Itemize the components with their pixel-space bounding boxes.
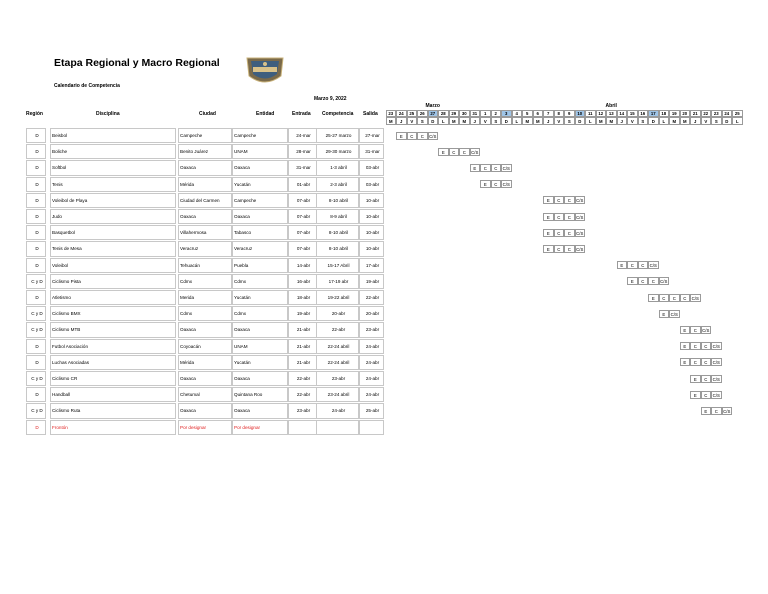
schedule-mark: C [680, 294, 691, 302]
row-disciplina: Futbol Asociación [52, 343, 89, 349]
day-number: 29 [451, 111, 457, 116]
row-salida: 22-abr [365, 295, 380, 300]
row-competencia: 22-abr [331, 327, 346, 333]
day-letter: M [535, 118, 540, 124]
row-entidad: Yucatán [234, 295, 251, 300]
row-disciplina: Atletismo [52, 295, 71, 300]
day-number: 8 [557, 111, 560, 116]
schedule-mark: E [543, 229, 554, 237]
schedule-mark: C/S [429, 133, 437, 139]
row-entidad: Yucatán [234, 359, 251, 365]
row-ciudad: Cdmx [180, 278, 192, 284]
day-letter: L [441, 118, 445, 124]
row-region: D [35, 246, 39, 252]
schedule-mark: C [638, 277, 649, 285]
row-entrada: 14-abr [296, 262, 311, 268]
day-number: 4 [515, 111, 518, 116]
schedule-mark: C [564, 213, 575, 221]
row-region: D [35, 165, 39, 171]
day-letter: V [557, 118, 561, 124]
row-disciplina: Softbol [52, 165, 67, 171]
row-salida: 23-abr [365, 327, 380, 333]
schedule-mark: E [543, 245, 554, 253]
month-label-abril: Abril [605, 103, 617, 109]
schedule-mark: E [617, 261, 628, 269]
row-entrada: 21-abr [296, 343, 311, 349]
schedule-mark: C [648, 277, 659, 285]
row-disciplina: Ciclismo CR [52, 376, 78, 381]
day-letter: S [641, 118, 645, 124]
day-number: 12 [598, 111, 604, 116]
row-ciudad: Por designar [180, 424, 207, 430]
row-entidad: UNAM [234, 149, 248, 155]
row-salida: 24-abr [365, 376, 380, 381]
day-letter: V [704, 118, 708, 124]
day-letter: M [451, 118, 456, 124]
row-competencia: 23-24 abril [327, 392, 350, 398]
row-entidad: Quintana Roo [234, 392, 263, 398]
day-number: 22 [703, 111, 709, 116]
schedule-mark: C/S [723, 408, 731, 414]
day-number: 24 [724, 111, 730, 116]
day-number: 28 [440, 111, 446, 116]
day-number: 10 [577, 111, 583, 116]
schedule-mark: C/S [712, 344, 720, 350]
day-number: 16 [640, 111, 646, 116]
column-header-region: Región [26, 111, 43, 117]
row-ciudad: Oaxaca [180, 408, 196, 414]
row-entidad: Veracruz [234, 246, 253, 252]
day-letter: L [662, 118, 666, 124]
row-competencia: 8-10 abril [328, 246, 349, 252]
schedule-mark: C [711, 407, 722, 415]
schedule-mark: C [701, 342, 712, 350]
row-disciplina: Ciclismo BMX [52, 311, 81, 317]
schedule-mark: C [564, 245, 575, 253]
day-number: 9 [568, 111, 571, 116]
row-entrada: 07-abr [296, 214, 311, 219]
schedule-mark: E [680, 358, 691, 366]
day-letter: L [735, 118, 739, 124]
row-entrada: 21-abr [296, 327, 311, 333]
schedule-mark: C/S [576, 214, 584, 220]
day-number: 30 [461, 111, 467, 116]
schedule-mark: C [564, 196, 575, 204]
row-disciplina: Luchas Asociadas [52, 359, 90, 365]
day-number: 21 [692, 111, 698, 116]
row-region: C y D [31, 311, 43, 317]
row-ciudad: Coyoacán [180, 343, 201, 349]
row-entidad: Cdmx [234, 278, 246, 284]
row-entrada: 19-abr [296, 311, 311, 317]
row-competencia: 8-9 abril [330, 214, 347, 219]
day-letter: V [410, 118, 414, 124]
row-entidad: Oaxaca [234, 165, 250, 171]
row-competencia: 25-27 marzo [325, 133, 352, 138]
day-letter: M [388, 118, 393, 124]
row-ciudad: Tehuacán [180, 262, 200, 268]
row-salida: 27-mar [365, 133, 380, 138]
day-letter: S [420, 118, 424, 124]
day-letter: J [547, 118, 550, 124]
day-number: 15 [629, 111, 635, 116]
row-entidad: Cdmx [234, 311, 246, 317]
row-entrada: 28-mar [296, 149, 311, 155]
day-number: 31 [472, 111, 478, 116]
row-disciplina: Beisbol [52, 133, 68, 138]
row-disciplina: Tenis de Mesa [52, 246, 82, 252]
row-entrada: 22-abr [296, 392, 311, 398]
day-number: 19 [671, 111, 677, 116]
row-entidad: Por designar [234, 424, 261, 430]
row-competencia: 20-abr [331, 311, 346, 317]
day-letter: M [598, 118, 603, 124]
schedule-mark: C [690, 358, 701, 366]
column-header-entrada: Entrada [292, 111, 311, 117]
row-disciplina: Ciclismo MTB [52, 327, 81, 333]
row-disciplina: Tenis [52, 181, 63, 187]
day-number: 6 [536, 111, 539, 116]
row-competencia: 8-10 abril [328, 197, 349, 203]
row-disciplina: Judo [52, 214, 62, 219]
row-region: D [35, 262, 39, 268]
row-salida: 24-abr [365, 359, 380, 365]
day-number: 17 [650, 111, 656, 116]
schedule-mark: C [554, 229, 565, 237]
row-ciudad: Cdmx [180, 311, 192, 317]
row-ciudad: Oaxaca [180, 327, 196, 333]
schedule-mark: C/S [471, 149, 479, 155]
schedule-mark: E [396, 132, 407, 140]
day-letter: M [682, 118, 687, 124]
row-disciplina: Boliche [52, 149, 68, 155]
day-letter: V [483, 118, 487, 124]
day-number: 24 [398, 111, 404, 116]
schedule-mark: C [701, 375, 712, 383]
schedule-mark: E [680, 342, 691, 350]
day-number: 25 [409, 111, 415, 116]
row-region: D [35, 392, 39, 398]
schedule-mark: C [564, 229, 575, 237]
row-disciplina: Voleibol [52, 262, 69, 268]
row-salida: 20-abr [365, 311, 380, 317]
schedule-mark: C [701, 391, 712, 399]
row-region: D [35, 214, 39, 219]
row-entidad: Campeche [234, 197, 257, 203]
table-cell [316, 420, 359, 435]
schedule-mark: C/S [660, 279, 668, 285]
row-entrada: 16-abr [296, 278, 311, 284]
schedule-mark: E [659, 310, 670, 318]
schedule-mark: E [627, 277, 638, 285]
row-entrada: 31-mar [296, 165, 311, 171]
schedule-mark: C [491, 164, 502, 172]
row-salida: 10-abr [365, 230, 380, 236]
row-ciudad: Chetumal [180, 392, 200, 398]
row-ciudad: Mérida [180, 359, 195, 365]
day-letter: D [578, 118, 582, 124]
schedule-mark: C/S [576, 230, 584, 236]
schedule-mark: C/S [712, 376, 720, 382]
row-disciplina: Voleibol de Playa [52, 197, 88, 203]
schedule-mark: C [638, 261, 649, 269]
schedule-mark: C [417, 132, 428, 140]
row-ciudad: Oaxaca [180, 214, 196, 219]
row-competencia: 24-abr [331, 408, 346, 414]
row-competencia: 15-17 Abril [327, 262, 350, 268]
schedule-mark: C [449, 148, 460, 156]
row-entidad: Campeche [234, 133, 257, 138]
row-competencia: 23-abr [331, 376, 346, 381]
column-header-ciudad: Ciudad [199, 111, 216, 117]
row-region: D [35, 230, 39, 236]
row-competencia: 17-19 abr [328, 278, 349, 284]
row-salida: 03-abr [365, 181, 380, 187]
day-number: 2 [494, 111, 497, 116]
row-salida: 24-abr [365, 392, 380, 398]
schedule-mark: C/S [576, 246, 584, 252]
schedule-mark: C/S [691, 295, 699, 301]
row-region: D [35, 359, 39, 365]
schedule-mark: E [543, 213, 554, 221]
row-ciudad: Oaxaca [180, 376, 196, 381]
day-letter: J [400, 118, 403, 124]
row-entrada: 01-abr [296, 181, 311, 187]
schedule-mark: E [701, 407, 712, 415]
schedule-mark: C [407, 132, 418, 140]
row-competencia: 22-24 abril [327, 359, 350, 365]
row-salida: 10-abr [365, 197, 380, 203]
schedule-mark: E [438, 148, 449, 156]
schedule-mark: C [554, 245, 565, 253]
schedule-mark: C/S [712, 392, 720, 398]
row-competencia: 19-22 abril [327, 295, 350, 300]
day-letter: J [620, 118, 623, 124]
schedule-mark: C [669, 294, 680, 302]
row-competencia: 2-3 abril [330, 181, 347, 187]
row-region: C y D [31, 376, 43, 381]
day-letter: S [567, 118, 571, 124]
schedule-mark: C/S [576, 198, 584, 204]
table-cell [359, 420, 384, 435]
day-letter: M [525, 118, 530, 124]
schedule-mark: E [543, 196, 554, 204]
column-header-competencia: Competencia [322, 111, 354, 117]
schedule-mark: C/S [702, 327, 710, 333]
schedule-mark: C [690, 326, 701, 334]
day-number: 23 [388, 111, 394, 116]
day-letter: D [431, 118, 435, 124]
row-entidad: UNAM [234, 343, 248, 349]
schedule-mark: C [480, 164, 491, 172]
schedule-mark: E [470, 164, 481, 172]
row-salida: 31-mar [365, 149, 380, 155]
row-disciplina: Ciclismo Ruta [52, 408, 81, 414]
row-ciudad: Veracruz [180, 246, 199, 252]
day-number: 27 [430, 111, 436, 116]
day-number: 20 [682, 111, 688, 116]
schedule-mark: C [554, 196, 565, 204]
row-competencia: 29-30 marzo [325, 149, 352, 155]
schedule-mark: C [690, 342, 701, 350]
row-ciudad: Ciudad del Carmen [180, 197, 220, 203]
row-entrada: 18-abr [296, 295, 311, 300]
row-entidad: Oaxaca [234, 214, 250, 219]
day-number: 7 [547, 111, 550, 116]
day-letter: S [494, 118, 498, 124]
schedule-mark: E [648, 294, 659, 302]
row-ciudad: Benito Juárez [180, 149, 209, 155]
day-letter: J [473, 118, 476, 124]
row-entrada: 22-abr [296, 376, 311, 381]
table-cell [288, 420, 317, 435]
row-competencia: 8-10 abril [328, 230, 349, 236]
schedule-mark: C [491, 180, 502, 188]
schedule-mark: C/S [712, 360, 720, 366]
row-salida: 24-abr [365, 343, 380, 349]
row-disciplina: Frontón [52, 424, 68, 430]
row-entrada: 07-abr [296, 230, 311, 236]
day-number: 14 [619, 111, 625, 116]
schedule-mark: C [627, 261, 638, 269]
row-salida: 10-abr [365, 246, 380, 252]
day-letter: M [609, 118, 614, 124]
day-letter: L [588, 118, 592, 124]
schedule-mark: E [480, 180, 491, 188]
row-ciudad: Mérida [180, 181, 195, 187]
row-region: D [35, 181, 39, 187]
row-salida: 19-abr [365, 278, 380, 284]
schedule-mark: E [690, 391, 701, 399]
day-number: 25 [734, 111, 740, 116]
row-entidad: Tabasco [234, 230, 252, 236]
month-label-marzo: Marzo [425, 103, 440, 109]
column-header-salida: Salida [363, 111, 378, 117]
row-competencia: 1-3 abril [330, 165, 347, 171]
row-entrada: 07-abr [296, 246, 311, 252]
schedule-mark: C [701, 358, 712, 366]
schedule-mark: C/S [649, 263, 657, 269]
row-region: D [35, 133, 39, 138]
row-disciplina: Basquetbol [52, 230, 75, 236]
day-letter: V [630, 118, 634, 124]
day-number: 1 [484, 111, 487, 116]
day-number: 23 [713, 111, 719, 116]
row-entrada: 21-abr [296, 359, 311, 365]
day-letter: S [714, 118, 718, 124]
row-entidad: Oaxaca [234, 327, 250, 333]
row-disciplina: Ciclismo Pista [52, 278, 81, 284]
row-ciudad: Campeche [180, 133, 203, 138]
column-header-entidad: Entidad [256, 111, 275, 117]
row-salida: 10-abr [365, 214, 380, 219]
day-letter: M [462, 118, 467, 124]
day-number: 5 [526, 111, 529, 116]
day-letter: D [725, 118, 729, 124]
day-number: 26 [419, 111, 425, 116]
row-entrada: 07-abr [296, 197, 311, 203]
schedule-mark: C/S [502, 182, 510, 188]
row-region: C y D [31, 278, 43, 284]
row-entidad: Oaxaca [234, 408, 250, 414]
row-ciudad: Oaxaca [180, 165, 196, 171]
page-subtitle: Calendario de Competencia [54, 83, 120, 89]
row-region: D [35, 149, 39, 155]
schedule-mark: C [659, 294, 670, 302]
row-ciudad: Merida [180, 295, 195, 300]
row-region: D [35, 197, 39, 203]
page-title: Etapa Regional y Macro Regional [54, 57, 220, 69]
day-number: 11 [587, 111, 593, 116]
schedule-mark: C [554, 213, 565, 221]
row-entidad: Puebla [234, 262, 249, 268]
day-letter: L [515, 118, 519, 124]
report-date: Marzo 9, 2022 [314, 96, 347, 102]
schedule-mark: C/S [502, 165, 510, 171]
day-letter: D [651, 118, 655, 124]
row-disciplina: Handball [52, 392, 71, 398]
row-region: C y D [31, 408, 43, 414]
column-header-disciplina: Disciplina [96, 111, 120, 117]
row-region: D [35, 343, 39, 349]
row-region: D [35, 295, 39, 300]
schedule-mark: E [690, 375, 701, 383]
row-competencia: 22-24 abril [327, 343, 350, 349]
day-letter: D [504, 118, 508, 124]
row-region: C y D [31, 327, 43, 333]
day-number: 3 [505, 111, 508, 116]
row-entidad: Oaxaca [234, 376, 250, 381]
day-number: 13 [608, 111, 614, 116]
day-letter: M [672, 118, 677, 124]
row-entrada: 24-mar [296, 133, 311, 138]
row-salida: 25-abr [365, 408, 380, 414]
row-entrada: 23-abr [296, 408, 311, 414]
day-letter: J [694, 118, 697, 124]
row-salida: 03-abr [365, 165, 380, 171]
row-entidad: Yucatán [234, 181, 251, 187]
row-region: D [35, 424, 39, 430]
schedule-mark: C/S [670, 311, 678, 317]
schedule-mark: C [459, 148, 470, 156]
row-ciudad: Villahermosa [180, 230, 207, 236]
day-number: 18 [661, 111, 667, 116]
row-salida: 17-abr [365, 262, 380, 268]
schedule-mark: E [680, 326, 691, 334]
